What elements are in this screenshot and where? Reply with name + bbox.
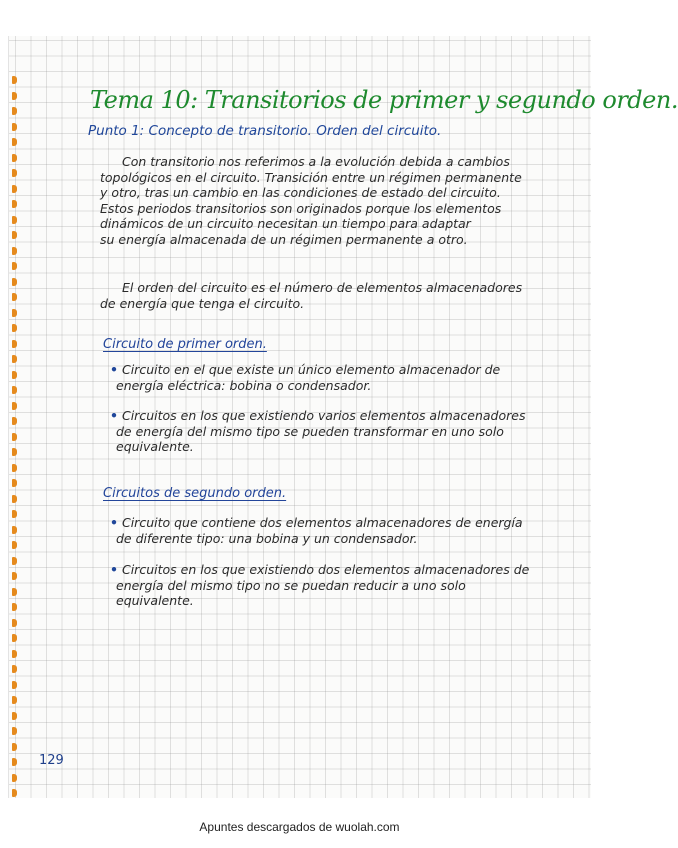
bullet-dot: • <box>110 362 118 377</box>
binding-hole <box>12 76 17 84</box>
binding-hole <box>12 340 17 348</box>
binding-hole <box>12 278 17 286</box>
binding-hole <box>12 665 17 673</box>
first-order-bullet-1 <box>110 362 500 393</box>
binding-hole <box>12 464 17 472</box>
binding-hole <box>12 216 17 224</box>
binding-hole <box>12 758 17 766</box>
bullet-dot: • <box>110 562 118 577</box>
bullet-line: Circuito en el que existe un único elemento almacenador de <box>121 362 501 377</box>
binding-hole <box>12 727 17 735</box>
binding-hole <box>12 650 17 658</box>
bullet-line: de energía del mismo tipo se pueden transformar en uno solo <box>116 423 504 439</box>
binding-hole <box>12 371 17 379</box>
binding-hole <box>12 262 17 270</box>
binding-hole <box>12 510 17 518</box>
intro-line: topológicos en el circuito. Transición entre un régimen permanente <box>100 169 522 185</box>
binding-hole <box>12 417 17 425</box>
binding-hole <box>12 324 17 332</box>
bullet-line: Circuitos en los que existiendo dos elementos almacenadores de <box>121 562 530 577</box>
order-paragraph <box>100 280 522 311</box>
bullet-line: de diferente tipo: una bobina y un condensador. <box>116 530 418 546</box>
spiral-binding <box>9 76 23 806</box>
binding-hole <box>12 247 17 255</box>
binding-hole <box>12 588 17 596</box>
binding-hole <box>12 402 17 410</box>
order-line: El orden del circuito es el número de elementos almacenadores <box>122 280 523 295</box>
bullet-line: energía eléctrica: bobina o condensador. <box>116 377 372 393</box>
binding-hole <box>12 541 17 549</box>
bullet-dot: • <box>110 408 118 423</box>
intro-line: dinámicos de un circuito necesitan un tiempo para adaptar <box>100 216 471 232</box>
binding-hole <box>12 433 17 441</box>
intro-line: su energía almacenada de un régimen permanente a otro. <box>100 231 468 247</box>
binding-hole <box>12 526 17 534</box>
bullet-line: equivalente. <box>116 593 194 609</box>
binding-hole <box>12 107 17 115</box>
binding-hole <box>12 185 17 193</box>
binding-hole <box>12 154 17 162</box>
bullet-line: Circuito que contiene dos elementos almacenadores de energía <box>121 515 523 530</box>
point-heading: Punto 1: Concepto de transitorio. Orden del circuito. <box>88 123 442 139</box>
binding-hole <box>12 681 17 689</box>
page-number: 129 <box>39 753 64 768</box>
second-order-bullet-1 <box>110 515 523 546</box>
order-line: de energía que tenga el circuito. <box>100 295 305 311</box>
first-order-heading: Circuito de primer orden. <box>103 337 267 352</box>
binding-hole <box>12 123 17 131</box>
page-title: Tema 10: Transitorios de primer y segundo orden. <box>90 86 678 114</box>
binding-hole <box>12 557 17 565</box>
binding-hole <box>12 619 17 627</box>
binding-hole <box>12 92 17 100</box>
binding-hole <box>12 774 17 782</box>
binding-hole <box>12 743 17 751</box>
binding-hole <box>12 572 17 580</box>
bullet-line: Circuitos en los que existiendo varios elementos almacenadores <box>121 408 526 423</box>
binding-hole <box>12 448 17 456</box>
binding-hole <box>12 138 17 146</box>
binding-hole <box>12 309 17 317</box>
bullet-line: equivalente. <box>116 439 194 455</box>
bullet-line: energía del mismo tipo no se puedan reducir a uno solo <box>116 577 466 593</box>
second-order-heading: Circuitos de segundo orden. <box>103 486 287 501</box>
first-order-bullet-2 <box>110 408 525 455</box>
binding-hole <box>12 386 17 394</box>
binding-hole <box>12 200 17 208</box>
intro-line: y otro, tras un cambio en las condiciones de estado del circuito. <box>100 185 501 201</box>
second-order-bullet-2 <box>110 562 529 609</box>
binding-hole <box>12 169 17 177</box>
binding-hole <box>12 479 17 487</box>
binding-hole <box>12 603 17 611</box>
binding-hole <box>12 231 17 239</box>
intro-line: Estos periodos transitorios son originados porque los elementos <box>100 200 502 216</box>
binding-hole <box>12 634 17 642</box>
binding-hole <box>12 712 17 720</box>
binding-hole <box>12 355 17 363</box>
intro-paragraph <box>100 154 522 248</box>
binding-hole <box>12 495 17 503</box>
binding-hole <box>12 293 17 301</box>
binding-hole <box>12 696 17 704</box>
binding-hole <box>12 789 17 797</box>
download-footer: Apuntes descargados de wuolah.com <box>199 820 400 834</box>
intro-line: Con transitorio nos referimos a la evolución debida a cambios <box>122 154 510 169</box>
bullet-dot: • <box>110 515 118 530</box>
